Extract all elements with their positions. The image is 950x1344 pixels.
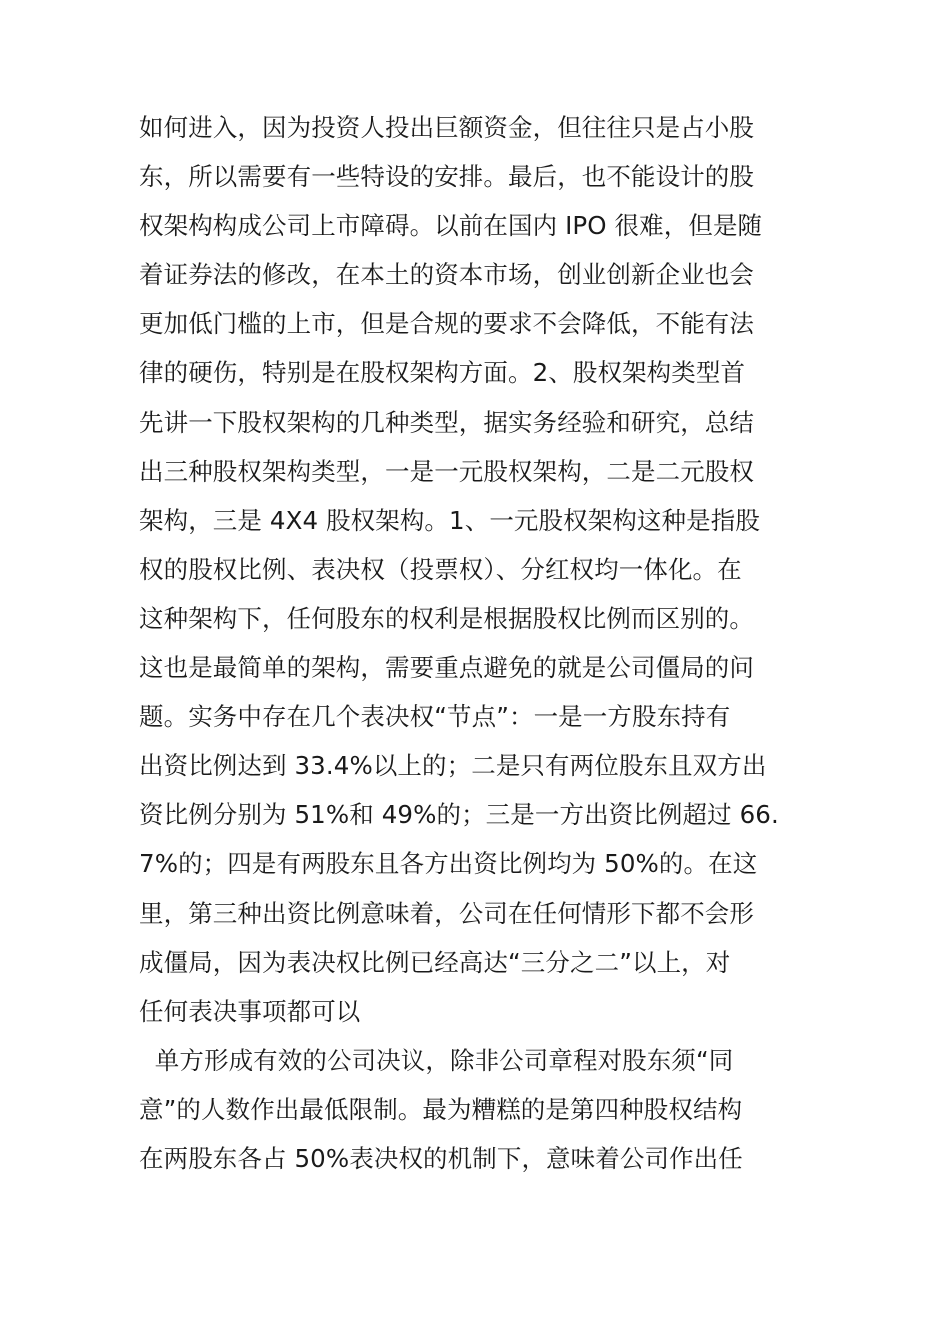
- text-line: 单方形成有效的公司决议，除非公司章程对股东须“同: [139, 1045, 734, 1075]
- text-line: 这也是最简单的架构，需要重点避免的就是公司僵局的问: [139, 653, 754, 683]
- text-line: 着证券法的修改，在本土的资本市场，创业创新企业也会: [139, 260, 754, 290]
- text-line: 7%的；四是有两股东且各方出资比例均为 50%的。在这: [139, 849, 758, 879]
- body-text: [139, 103, 839, 1183]
- text-line: 架构，三是 4X4 股权架构。1、一元股权架构这种是指股: [139, 505, 760, 535]
- text-line: 东，所以需要有一些特设的安排。最后，也不能设计的股: [139, 162, 754, 192]
- text-line: 权的股权比例、表决权（投票权）、分红权均一体化。在: [139, 554, 742, 584]
- text-line: 先讲一下股权架构的几种类型，据实务经验和研究，总结: [139, 407, 754, 437]
- text-line: 题。实务中存在几个表决权“节点”：一是一方股东持有: [139, 702, 731, 732]
- text-line: 出资比例达到 33.4%以上的；二是只有两位股东且双方出: [139, 751, 767, 781]
- text-line: 这种架构下，任何股东的权利是根据股权比例而区别的。: [139, 603, 754, 633]
- text-line: 权架构构成公司上市障碍。以前在国内 IPO 很难，但是随: [139, 211, 763, 241]
- text-line: 里，第三种出资比例意味着，公司在任何情形下都不会形: [139, 898, 754, 928]
- text-line: 成僵局，因为表决权比例已经高达“三分之二”以上，对: [139, 947, 731, 977]
- text-line: 意”的人数作出最低限制。最为糟糕的是第四种股权结构: [139, 1094, 743, 1124]
- text-line: 任何表决事项都可以: [139, 996, 361, 1026]
- text-line: 更加低门槛的上市，但是合规的要求不会降低，不能有法: [139, 309, 754, 339]
- text-line: 如何进入，因为投资人投出巨额资金，但往往只是占小股: [139, 113, 754, 142]
- text-line: 资比例分别为 51%和 49%的；三是一方出资比例超过 66.: [139, 800, 779, 830]
- text-line: 出三种股权架构类型，一是一元股权架构，二是二元股权: [139, 456, 754, 486]
- text-line: 在两股东各占 50%表决权的机制下，意味着公司作出任: [139, 1143, 743, 1173]
- text-line: 律的硬伤，特别是在股权架构方面。2、股权架构类型首: [139, 358, 746, 388]
